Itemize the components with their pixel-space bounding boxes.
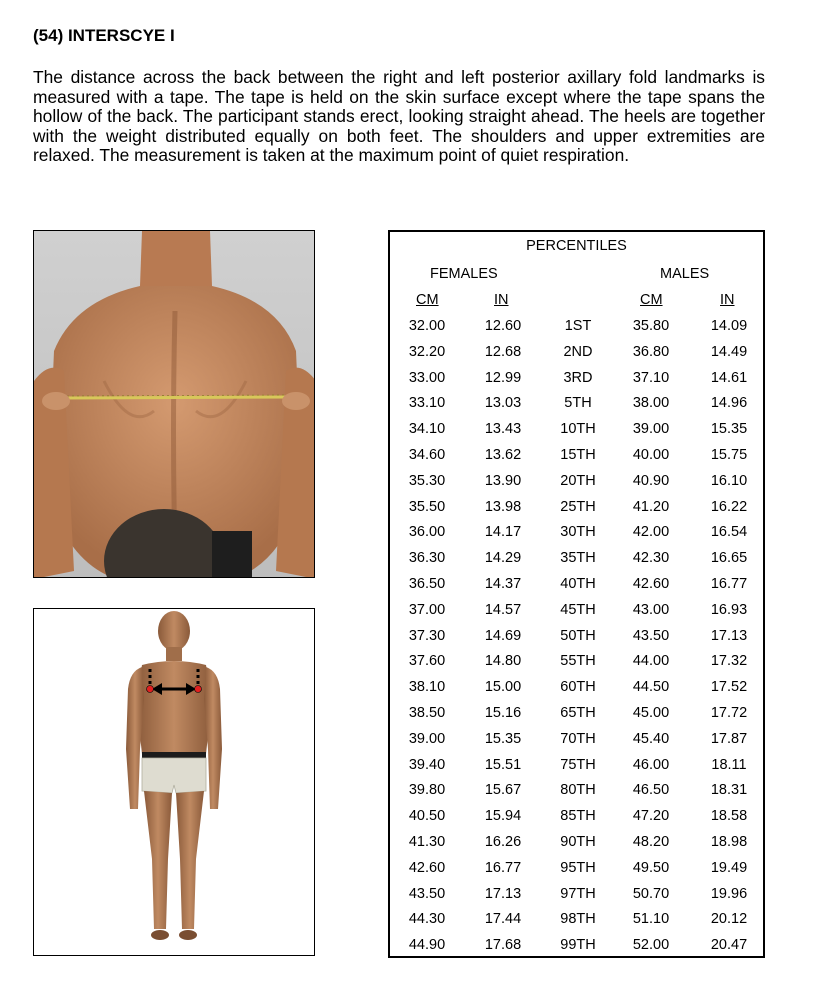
male-in-cell: 14.96 [710,395,748,412]
female-cm-cell: 40.50 [408,808,446,825]
female-in-cell: 17.68 [484,937,522,954]
female-cm-cell: 33.10 [408,395,446,412]
table-row [390,628,763,654]
male-in-cell: 16.77 [710,576,748,592]
female-cm-cell: 38.10 [408,679,446,696]
male-in-cell: 15.35 [710,421,748,438]
male-cm-cell: 46.00 [632,756,670,773]
female-in-cell: 14.17 [484,524,522,541]
male-cm-cell: 40.90 [632,472,670,489]
female-in-cell: 15.51 [484,756,522,773]
percentile-cell: 3RD [563,369,593,386]
female-in-cell: 15.16 [484,705,522,721]
table-row [390,370,763,396]
male-in-cell: 20.47 [710,937,748,954]
table-row [390,886,763,912]
percentile-cell: 35TH [560,550,596,567]
percentile-cell: 40TH [560,576,596,592]
female-cm-cell: 42.60 [408,859,446,876]
table-row [390,395,763,421]
percentile-cell: 97TH [560,885,596,902]
female-in-cell: 12.68 [484,343,522,360]
table-row [390,808,763,834]
male-cm-cell: 49.50 [632,859,670,876]
female-in-cell: 15.35 [484,730,522,747]
female-in-cell: 12.99 [484,369,522,386]
males-in-header: IN [720,292,735,308]
female-cm-cell: 32.00 [408,318,446,334]
table-row [390,344,763,370]
percentile-cell: 15TH [560,447,596,463]
percentile-cell: 98TH [560,911,596,928]
male-in-cell: 18.98 [710,834,748,850]
percentile-cell: 25TH [560,498,596,515]
female-in-cell: 16.77 [484,859,522,876]
male-cm-cell: 48.20 [632,834,670,850]
female-cm-cell: 44.30 [408,911,446,928]
percentile-cell: 45TH [560,601,596,618]
female-cm-cell: 32.20 [408,343,446,360]
percentile-table [388,230,765,958]
male-cm-cell: 45.40 [632,730,670,747]
percentile-cell: 95TH [560,859,596,876]
table-row [390,524,763,550]
male-cm-cell: 44.00 [632,653,670,670]
male-cm-cell: 40.00 [632,447,670,463]
male-in-cell: 18.11 [711,756,747,773]
table-row [390,447,763,473]
male-in-cell: 18.58 [710,808,748,825]
male-cm-cell: 42.60 [632,576,670,592]
male-cm-cell: 43.00 [632,601,670,618]
male-cm-cell: 50.70 [632,885,670,902]
page-title: (54) INTERSCYE I [33,26,175,45]
female-cm-cell: 37.60 [408,653,446,670]
female-in-cell: 14.57 [484,601,522,618]
table-heading: PERCENTILES [526,238,627,254]
female-in-cell: 14.80 [484,653,522,670]
female-in-cell: 14.29 [484,550,522,567]
female-in-cell: 13.43 [484,421,522,438]
female-cm-cell: 39.80 [408,782,446,799]
female-cm-cell: 41.30 [408,834,446,850]
male-cm-cell: 46.50 [632,782,670,799]
male-in-cell: 16.22 [710,498,748,515]
female-in-cell: 12.60 [484,318,522,334]
female-cm-cell: 38.50 [408,705,446,721]
male-cm-cell: 42.00 [632,524,670,541]
female-cm-cell: 36.30 [408,550,446,567]
male-cm-cell: 47.20 [632,808,670,825]
male-in-cell: 15.75 [710,447,748,463]
female-in-cell: 16.26 [484,834,522,850]
male-in-cell: 16.93 [710,601,748,618]
female-cm-cell: 36.00 [408,524,446,541]
percentile-cell: 30TH [560,524,596,541]
percentile-cell: 2ND [563,343,593,360]
male-in-cell: 18.31 [710,782,748,799]
table-row [390,499,763,525]
male-cm-cell: 45.00 [632,705,670,721]
female-in-cell: 13.62 [484,447,522,463]
percentile-cell: 55TH [560,653,596,670]
male-cm-cell: 41.20 [632,498,670,515]
female-in-cell: 14.69 [484,627,522,644]
table-row [390,937,763,963]
male-cm-cell: 37.10 [632,369,670,386]
female-cm-cell: 34.10 [408,421,446,438]
male-in-cell: 17.32 [710,653,748,670]
female-cm-cell: 44.90 [408,937,446,954]
male-in-cell: 19.49 [710,859,748,876]
percentile-cell: 85TH [560,808,596,825]
body-figure-illustration [33,608,315,956]
male-in-cell: 20.12 [710,911,748,928]
percentile-cell: 1ST [564,318,592,334]
table-row [390,860,763,886]
female-cm-cell: 34.60 [408,447,446,463]
percentile-cell: 75TH [560,756,596,773]
females-in-header: IN [494,292,509,308]
male-in-cell: 14.61 [710,369,748,386]
table-row [390,576,763,602]
table-row [390,911,763,937]
male-cm-cell: 42.30 [632,550,670,567]
percentile-cell: 65TH [560,705,596,721]
female-cm-cell: 37.00 [408,601,446,618]
male-in-cell: 16.65 [710,550,748,567]
male-cm-cell: 43.50 [632,627,670,644]
measurement-description: The distance across the back between the right and left posterior axillary fold landmarks is measured with a tape. The tape is held on the skin surface except where the tape spans the hollow of the back. The participant stands erect, looking straight ahead. The heels are together with the weight distributed equally on both feet. The shoulders and upper extremities are relaxed. The measurement is taken at the maximum point of quiet respiration. [33,67,765,165]
females-cm-header: CM [416,292,439,308]
table-row [390,550,763,576]
table-row [390,705,763,731]
female-cm-cell: 39.40 [408,756,446,773]
female-cm-cell: 36.50 [408,576,446,592]
male-cm-cell: 36.80 [632,343,670,360]
table-row [390,731,763,757]
female-in-cell: 14.37 [484,576,522,592]
male-in-cell: 17.52 [710,679,748,696]
percentile-cell: 5TH [564,395,592,412]
female-in-cell: 17.44 [484,911,522,928]
male-in-cell: 16.10 [710,472,748,489]
female-in-cell: 15.67 [484,782,522,799]
male-cm-cell: 51.10 [632,911,670,928]
table-row [390,653,763,679]
male-in-cell: 19.96 [710,885,748,902]
table-row [390,318,763,344]
male-in-cell: 17.87 [710,730,748,747]
female-in-cell: 13.03 [484,395,522,412]
percentile-cell: 10TH [560,421,596,438]
male-in-cell: 16.54 [710,524,748,541]
female-cm-cell: 35.50 [408,498,446,515]
table-row [390,782,763,808]
percentile-cell: 70TH [560,730,596,747]
males-cm-header: CM [640,292,663,308]
male-cm-cell: 38.00 [632,395,670,412]
male-in-cell: 17.72 [710,705,748,721]
male-in-cell: 14.49 [710,343,748,360]
table-row [390,679,763,705]
female-cm-cell: 33.00 [408,369,446,386]
female-in-cell: 15.94 [484,808,522,825]
female-cm-cell: 39.00 [408,730,446,747]
females-label: FEMALES [430,266,498,282]
female-cm-cell: 43.50 [408,885,446,902]
female-cm-cell: 37.30 [408,627,446,644]
back-measurement-photo [33,230,315,578]
male-cm-cell: 52.00 [632,937,670,954]
male-in-cell: 14.09 [710,318,748,334]
table-row [390,421,763,447]
male-cm-cell: 39.00 [632,421,670,438]
percentile-cell: 20TH [560,472,596,489]
percentile-cell: 60TH [560,679,596,696]
female-in-cell: 13.90 [484,472,522,489]
males-label: MALES [660,266,710,282]
percentile-cell: 80TH [560,782,596,799]
table-row [390,473,763,499]
female-cm-cell: 35.30 [408,472,446,489]
table-row [390,834,763,860]
percentile-cell: 50TH [560,627,596,644]
male-in-cell: 17.13 [710,627,748,644]
male-cm-cell: 44.50 [632,679,670,696]
percentile-cell: 90TH [560,834,596,850]
female-in-cell: 13.98 [484,498,522,515]
table-row [390,757,763,783]
percentile-cell: 99TH [560,937,596,954]
table-row [390,602,763,628]
female-in-cell: 15.00 [484,679,522,696]
female-in-cell: 17.13 [484,885,522,902]
male-cm-cell: 35.80 [632,318,670,334]
